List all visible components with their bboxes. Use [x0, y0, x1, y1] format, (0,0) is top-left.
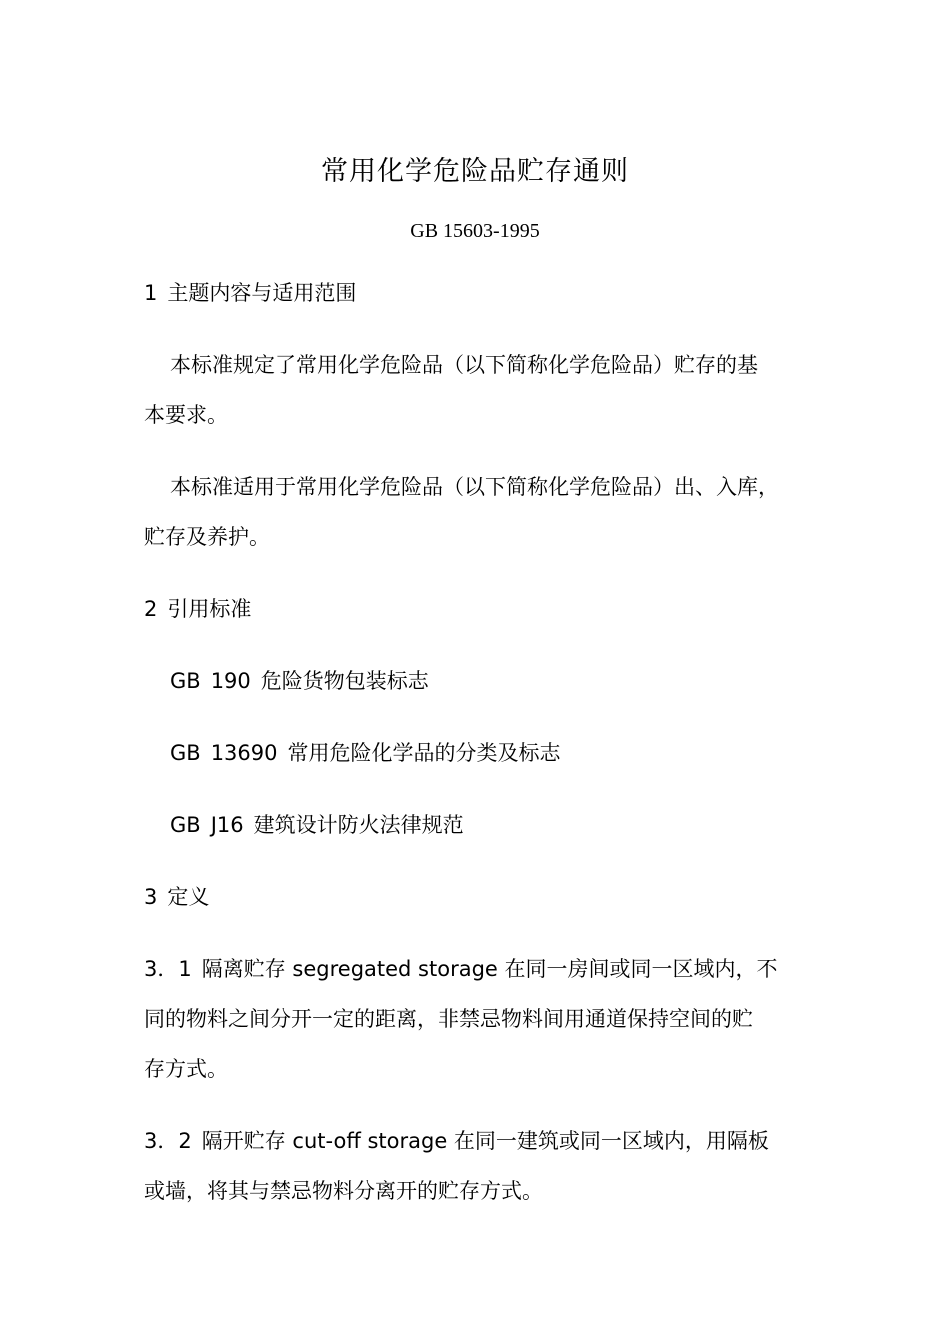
definition-line: 同的物料之间分开一定的距离，非禁忌物料间用通道保持空间的贮 [144, 1007, 753, 1031]
section-number: 2 [144, 597, 158, 621]
section-title: 定义 [167, 885, 210, 909]
reference-item [170, 810, 840, 840]
reference-title: 常用危险化学品的分类及标志 [287, 741, 561, 765]
section-title: 主题内容与适用范围 [167, 281, 357, 305]
definition-line [144, 1126, 814, 1156]
section-heading [144, 278, 814, 308]
reference-item [170, 738, 840, 768]
definition-line: 存方式。 [144, 1057, 228, 1081]
reference-code: GB [170, 741, 201, 765]
standard-code: GB 15603-1995 [410, 220, 540, 242]
paragraph-line: 本标准适用于常用化学危险品（以下简称化学危险品）出、入库， [170, 475, 779, 499]
definition-number: 3．1 [144, 957, 192, 981]
reference-title: 危险货物包装标志 [260, 669, 429, 693]
paragraph-line: 本标准规定了常用化学危险品（以下简称化学危险品）贮存的基 [170, 353, 758, 377]
paragraph-line: 贮存及养护。 [144, 525, 270, 549]
section-heading [144, 882, 814, 912]
definition-line: 或墙，将其与禁忌物料分离开的贮存方式。 [144, 1179, 543, 1203]
reference-number: J16 [210, 813, 244, 837]
definition-text: 隔离贮存 segregated storage 在同一房间或同一区域内，不 [201, 957, 778, 981]
section-number: 3 [144, 885, 158, 909]
section-number: 1 [144, 281, 158, 305]
reference-code: GB [170, 669, 201, 693]
section-heading [144, 594, 814, 624]
reference-title: 建筑设计防火法律规范 [253, 813, 464, 837]
definition-number: 3．2 [144, 1129, 192, 1153]
definition-line [144, 954, 814, 984]
document-title: 常用化学危险品贮存通则 [321, 156, 629, 187]
reference-number: 190 [210, 669, 251, 693]
definition-text: 隔开贮存 cut-off storage 在同一建筑或同一区域内，用隔板 [201, 1129, 769, 1153]
section-title: 引用标准 [167, 597, 252, 621]
reference-number: 13690 [210, 741, 278, 765]
reference-item [170, 666, 840, 696]
reference-code: GB [170, 813, 201, 837]
paragraph-line: 本要求。 [144, 403, 228, 427]
